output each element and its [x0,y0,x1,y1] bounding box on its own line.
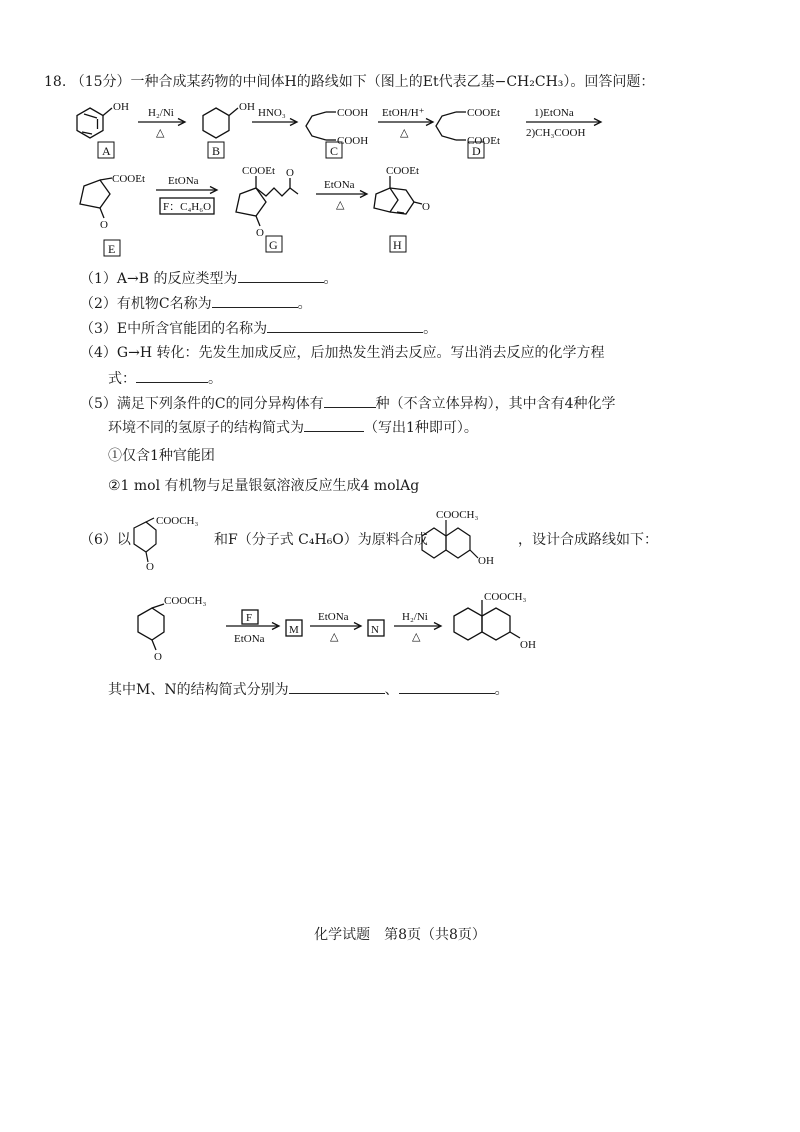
q1-text: （1）A→B 的反应类型为 [80,271,238,287]
group-oh-A: OH [113,101,129,113]
q6-N-blank[interactable] [399,679,495,694]
q1-period: 。 [323,271,338,287]
route-start-cooch3: COOCH₃ [164,595,207,607]
label-E: E [108,242,116,256]
chain-C [306,112,326,140]
q3-blank[interactable] [267,318,423,333]
arrow-1-below: △ [156,127,165,139]
arrow-6-above: EtONa [324,179,355,191]
H-o: O [422,201,430,213]
E-cooet: COOEt [112,173,145,185]
q3 [80,318,437,339]
q4-text: （4）G→H 转化：先发生加成反应，后加热发生消去反应。写出消去反应的化学方程 [80,345,605,361]
H-cooet: COOEt [386,165,419,177]
arrow-3-below: △ [400,127,409,139]
question-header [44,72,654,92]
route-target-cooch3: COOCH₃ [484,591,527,603]
route-arrow3-below: △ [412,631,421,643]
q6-route [124,590,564,660]
q2 [80,293,312,314]
label-B: B [212,144,221,158]
q5-text-d: （写出1种即可）。 [364,420,478,436]
q4-line1 [80,343,604,363]
q6-sep: 、 [384,682,399,698]
question-intro: 一种合成某药物的中间体H的路线如下（图上的Et代表乙基−CH₂CH₃）。回答问题： [130,74,655,90]
route-arrow2-above: EtONa [318,611,349,623]
arrow-2-above: HNO₃ [258,107,286,119]
q6-inline-target [414,506,514,568]
q6-period: 。 [494,682,509,698]
q1 [80,268,338,289]
q5-condition-1: ①仅含1种官能团 [108,448,215,464]
route-target-oh: OH [520,639,536,651]
route-box-F: F [246,612,253,624]
q6-M-blank[interactable] [289,679,385,694]
label-A: A [102,144,111,158]
q4-blank[interactable] [136,368,208,383]
route-box-M: M [289,624,299,636]
route-arrow1-below: EtONa [234,633,265,645]
arrow-5-above: EtONa [168,175,199,187]
group-cooh-2: COOH [337,135,369,147]
q5-structure-blank[interactable] [304,417,364,432]
q5-line2 [108,417,478,438]
G-o-ketone: O [286,167,294,179]
q6-inline-start-material [118,514,210,572]
q6-suffix: ，设计合成路线如下： [518,532,658,548]
q6-end-text: 其中M、N的结构简式分别为 [108,682,289,698]
q5-line1 [80,393,616,414]
arrow-5-below: F：C₄H₆O [163,201,212,213]
q2-blank[interactable] [212,293,298,308]
q2-period: 。 [297,296,312,312]
q4-label: 式： [108,371,136,387]
q6-target-oh: OH [478,555,494,567]
arrow-3-above: EtOH/H⁺ [382,107,425,119]
q3-text: （3）E中所含官能团的名称为 [80,321,268,337]
label-H: H [393,238,402,252]
label-G: G [269,238,278,252]
label-C: C [330,144,339,158]
arrow-4-below: 2)CH₃COOH [526,127,586,139]
cyclohexane-ring-B [203,108,229,138]
group-cooet-1: COOEt [467,107,500,119]
q5-count-blank[interactable] [324,393,376,408]
q2-text: （2）有机物C名称为 [80,296,212,312]
group-oh-B: OH [239,101,255,113]
arrow-1-above: H₂/Ni [148,107,174,119]
q5-text-c: 环境不同的氢原子的结构简式为 [108,420,304,436]
G-cooet: COOEt [242,165,275,177]
q3-period: 。 [423,321,438,337]
route-start-o: O [154,651,162,660]
page-footer: 化学试题 第8页（共8页） [314,927,486,943]
q6-inline-cooch3: COOCH₃ [156,515,199,527]
route-arrow3-above: H₂/Ni [402,611,428,623]
bicyclic-H-b [390,188,414,214]
question-number: 18. [44,74,67,90]
q4-line2 [108,368,222,389]
q1-blank[interactable] [238,268,324,283]
cyclopentane-E [80,180,110,208]
q6-target-cooch3: COOCH₃ [436,509,479,521]
arrow-4-above: 1)EtONa [534,107,574,119]
G-o: O [256,227,264,239]
q5-text-b: 种（不含立体异构），其中含有4种化学 [375,396,616,412]
q6-middle: 和F（分子式 C₄H₆O）为原料合成 [214,532,428,548]
q6-inline-o: O [146,561,154,572]
q4-period: 。 [208,371,222,387]
q5-condition-2: ②1 mol 有机物与足量银氨溶液反应生成4 molAg [108,478,420,494]
group-cooet-2: COOEt [467,135,500,147]
bicyclic-H-a [374,188,398,212]
chain-D [436,112,456,140]
E-o: O [100,219,108,231]
q5-text-a: （5）满足下列条件的C的同分异构体有 [80,396,324,412]
arrow-6-below: △ [336,199,345,211]
label-D: D [472,144,481,158]
group-cooh-1: COOH [337,107,369,119]
synthesis-scheme-row2 [60,164,480,260]
question-points: （15分） [70,74,131,90]
route-arrow2-below: △ [330,631,339,643]
labels-row1 [60,140,540,162]
q6-prefix: （6）以 [80,532,131,548]
route-box-N: N [371,624,379,636]
q6-answer-line [108,679,509,700]
